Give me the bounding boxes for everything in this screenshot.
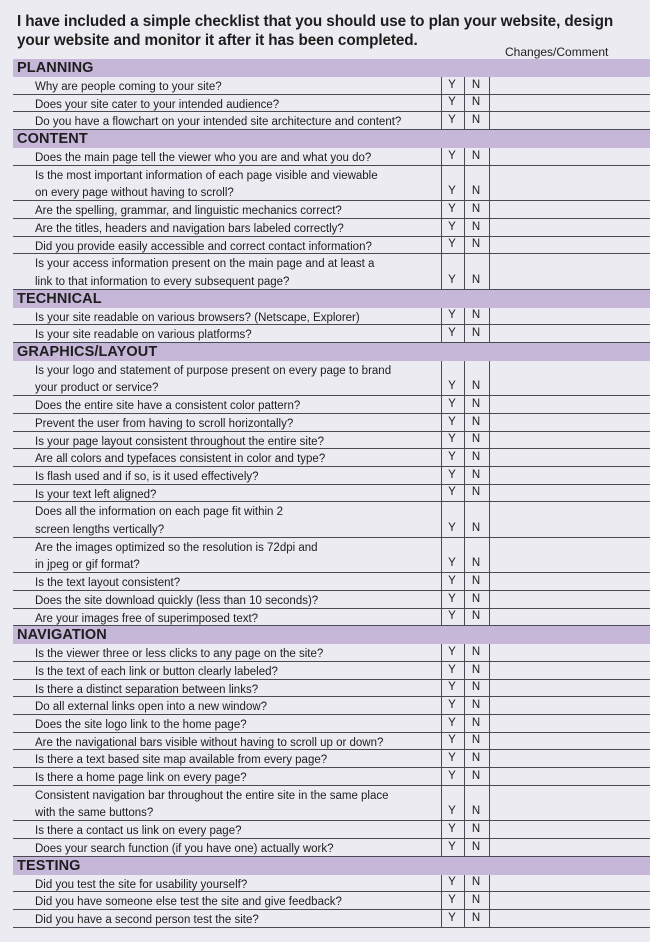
question-line: Does the main page tell the viewer who you are and what you do? <box>35 152 372 165</box>
question-line: Did you have a second person test the site? <box>35 913 259 926</box>
column-divider <box>489 573 490 590</box>
column-divider <box>489 750 490 767</box>
question-line: Prevent the user from having to scroll horizontally? <box>35 418 294 431</box>
question-line: link to that information to every subsequent page? <box>35 275 290 288</box>
yes-checkbox[interactable]: Y <box>448 663 456 676</box>
yes-checkbox[interactable]: Y <box>448 451 456 464</box>
no-checkbox[interactable]: N <box>471 699 481 712</box>
yes-checkbox[interactable]: Y <box>448 646 456 659</box>
checklist-row <box>13 697 650 715</box>
column-divider <box>489 591 490 608</box>
yes-checkbox[interactable]: Y <box>448 574 456 587</box>
yes-checkbox[interactable]: Y <box>448 876 456 889</box>
question-text <box>35 327 445 344</box>
column-divider <box>489 768 490 785</box>
yes-checkbox[interactable]: Y <box>448 238 456 251</box>
checklist-row <box>13 538 650 573</box>
question-line: Do all external links open into a new window? <box>35 701 268 714</box>
yes-checkbox[interactable]: Y <box>448 149 456 162</box>
question-text <box>35 841 445 858</box>
checklist-row <box>13 485 650 503</box>
yes-checkbox[interactable]: Y <box>448 185 456 198</box>
yes-checkbox[interactable]: Y <box>448 822 456 835</box>
no-checkbox[interactable]: N <box>471 610 481 623</box>
column-divider <box>489 609 490 626</box>
question-line: Do you have a flowchart on your intended site architecture and content? <box>35 116 402 129</box>
column-divider <box>489 697 490 714</box>
question-line: Does the site download quickly (less than 10 seconds)? <box>35 594 319 607</box>
checklist-row <box>13 662 650 680</box>
column-divider <box>489 254 490 288</box>
column-divider <box>489 237 490 254</box>
checklist-row <box>13 680 650 698</box>
checklist-row <box>13 361 650 396</box>
yes-checkbox[interactable]: Y <box>448 398 456 411</box>
column-divider <box>489 361 490 395</box>
question-line: Is your access information present on the main page and at least a <box>35 258 375 271</box>
column-divider <box>489 715 490 732</box>
yes-checkbox[interactable]: Y <box>448 78 456 91</box>
yes-checkbox[interactable]: Y <box>448 752 456 765</box>
no-checkbox[interactable]: N <box>471 574 481 587</box>
column-divider <box>489 680 490 697</box>
yes-checkbox[interactable]: Y <box>448 468 456 481</box>
column-divider <box>489 77 490 94</box>
column-divider <box>489 396 490 413</box>
question-line: Is the most important information of each page visible and viewable <box>35 169 378 182</box>
no-checkbox[interactable]: N <box>471 486 481 499</box>
yes-checkbox[interactable]: Y <box>448 734 456 747</box>
checklist-row <box>13 715 650 733</box>
no-checkbox[interactable]: N <box>471 273 481 286</box>
yes-checkbox[interactable]: Y <box>448 486 456 499</box>
yes-checkbox[interactable]: Y <box>448 114 456 127</box>
question-line: Are all colors and typefaces consistent in color and type? <box>35 453 326 466</box>
question-text <box>35 504 445 539</box>
question-text <box>35 114 445 131</box>
yes-checkbox[interactable]: Y <box>448 220 456 233</box>
column-divider <box>489 892 490 909</box>
question-line: Is your logo and statement of purpose present on every page to brand <box>35 364 392 377</box>
no-checkbox[interactable]: N <box>471 451 481 464</box>
question-line: Are the images optimized so the resolution is 72dpi and <box>35 541 318 554</box>
checklist-row <box>13 237 650 255</box>
column-divider <box>489 786 490 820</box>
no-checkbox[interactable]: N <box>471 238 481 251</box>
column-divider <box>489 821 490 838</box>
question-line: Did you provide easily accessible and correct contact information? <box>35 240 372 253</box>
column-divider <box>489 449 490 466</box>
checklist-table <box>13 59 650 928</box>
question-line: Is your text left aligned? <box>35 488 157 501</box>
checklist-row <box>13 786 650 821</box>
checklist-row <box>13 573 650 591</box>
question-line: Did you test the site for usability yourself? <box>35 878 248 891</box>
question-line: on every page without having to scroll? <box>35 187 234 200</box>
no-checkbox[interactable]: N <box>471 769 481 782</box>
checklist-row <box>13 821 650 839</box>
no-checkbox[interactable]: N <box>471 114 481 127</box>
checklist-row <box>13 875 650 893</box>
checklist-row <box>13 839 650 857</box>
checklist-row <box>13 414 650 432</box>
section-header-technical: TECHNICAL <box>13 290 650 308</box>
column-divider <box>489 166 490 200</box>
column-divider <box>489 148 490 165</box>
column-divider <box>489 839 490 856</box>
yes-checkbox[interactable]: Y <box>448 699 456 712</box>
no-checkbox[interactable]: N <box>471 840 481 853</box>
question-line: Consistent navigation bar throughout the entire site in the same place <box>35 789 389 802</box>
section-header-planning: PLANNING <box>13 59 650 77</box>
checklist-row <box>13 201 650 219</box>
column-divider <box>489 485 490 502</box>
section-header-testing: TESTING <box>13 857 650 875</box>
checklist-row <box>13 254 650 289</box>
no-checkbox[interactable]: N <box>471 185 481 198</box>
question-line: Does your search function (if you have one) actually work? <box>35 842 334 855</box>
checklist-row <box>13 750 650 768</box>
column-divider <box>489 308 490 325</box>
no-checkbox[interactable]: N <box>471 557 481 570</box>
yes-checkbox[interactable]: Y <box>448 769 456 782</box>
column-divider <box>489 325 490 342</box>
yes-checkbox[interactable]: Y <box>448 681 456 694</box>
checklist-row <box>13 591 650 609</box>
checklist-row <box>13 432 650 450</box>
column-divider <box>489 95 490 112</box>
question-line: Are the titles, headers and navigation bars labeled correctly? <box>35 222 344 235</box>
no-checkbox[interactable]: N <box>471 681 481 694</box>
column-divider <box>489 733 490 750</box>
comment-column-header: Changes/Comment <box>505 45 609 59</box>
column-divider <box>489 201 490 218</box>
checklist-row <box>13 502 650 537</box>
column-divider <box>489 538 490 572</box>
section-header-graphics-layout: GRAPHICS/LAYOUT <box>13 343 650 361</box>
checklist-row <box>13 308 650 326</box>
no-checkbox[interactable]: N <box>471 822 481 835</box>
section-header-navigation: NAVIGATION <box>13 626 650 644</box>
yes-checkbox[interactable]: Y <box>448 610 456 623</box>
question-line: with the same buttons? <box>35 807 154 820</box>
no-checkbox[interactable]: N <box>471 149 481 162</box>
yes-checkbox[interactable]: Y <box>448 521 456 534</box>
column-divider <box>489 875 490 892</box>
no-checkbox[interactable]: N <box>471 398 481 411</box>
question-text <box>35 611 445 628</box>
column-divider <box>489 432 490 449</box>
yes-checkbox[interactable]: Y <box>448 805 456 818</box>
question-line: Are the navigational bars visible without having to scroll up or down? <box>35 736 384 749</box>
question-line: Is your page layout consistent throughout the entire site? <box>35 435 324 448</box>
question-line: Is there a contact us link on every page? <box>35 825 242 838</box>
question-line: screen lengths vertically? <box>35 523 165 536</box>
column-divider <box>489 112 490 129</box>
question-line: Is there a distinct separation between links? <box>35 683 259 696</box>
checklist-row <box>13 892 650 910</box>
checklist-row <box>13 77 650 95</box>
question-line: Does the site logo link to the home page? <box>35 719 247 732</box>
question-line: Is there a home page link on every page? <box>35 772 247 785</box>
no-checkbox[interactable]: N <box>471 716 481 729</box>
checklist-row <box>13 449 650 467</box>
checklist-row <box>13 325 650 343</box>
checklist-row <box>13 219 650 237</box>
question-line: Does all the information on each page fit within 2 <box>35 506 284 519</box>
no-checkbox[interactable]: N <box>471 220 481 233</box>
question-line: Does your site cater to your intended audience? <box>35 98 280 111</box>
yes-checkbox[interactable]: Y <box>448 380 456 393</box>
question-text <box>35 788 445 823</box>
no-checkbox[interactable]: N <box>471 752 481 765</box>
yes-checkbox[interactable]: Y <box>448 911 456 924</box>
no-checkbox[interactable]: N <box>471 202 481 215</box>
no-checkbox[interactable]: N <box>471 893 481 906</box>
question-line: Is there a text based site map available from every page? <box>35 754 328 767</box>
question-text <box>35 540 445 575</box>
checklist-row <box>13 644 650 662</box>
no-checkbox[interactable]: N <box>471 876 481 889</box>
question-line: Are the spelling, grammar, and linguistic mechanics correct? <box>35 205 342 218</box>
checklist-row <box>13 148 650 166</box>
no-checkbox[interactable]: N <box>471 805 481 818</box>
question-line: Is flash used and if so, is it used effectively? <box>35 471 259 484</box>
yes-checkbox[interactable]: Y <box>448 326 456 339</box>
column-divider <box>489 662 490 679</box>
checklist-row <box>13 95 650 113</box>
checklist-row <box>13 733 650 751</box>
yes-checkbox[interactable]: Y <box>448 309 456 322</box>
no-checkbox[interactable]: N <box>471 911 481 924</box>
question-line: in jpeg or gif format? <box>35 559 140 572</box>
checklist-row <box>13 910 650 928</box>
yes-checkbox[interactable]: Y <box>448 840 456 853</box>
question-line: Does the entire site have a consistent color pattern? <box>35 400 301 413</box>
yes-checkbox[interactable]: Y <box>448 433 456 446</box>
yes-checkbox[interactable]: Y <box>448 716 456 729</box>
yes-checkbox[interactable]: Y <box>448 415 456 428</box>
no-checkbox[interactable]: N <box>471 592 481 605</box>
no-checkbox[interactable]: N <box>471 415 481 428</box>
yes-checkbox[interactable]: Y <box>448 557 456 570</box>
no-checkbox[interactable]: N <box>471 734 481 747</box>
no-checkbox[interactable]: N <box>471 663 481 676</box>
question-text <box>35 363 445 398</box>
checklist-row <box>13 396 650 414</box>
yes-checkbox[interactable]: Y <box>448 893 456 906</box>
column-divider <box>489 644 490 661</box>
question-line: Did you have someone else test the site and give feedback? <box>35 896 342 909</box>
column-divider <box>489 502 490 536</box>
question-line: Is the viewer three or less clicks to any page on the site? <box>35 648 324 661</box>
checklist-row <box>13 112 650 130</box>
no-checkbox[interactable]: N <box>471 96 481 109</box>
yes-checkbox[interactable]: Y <box>448 592 456 605</box>
question-text <box>35 256 445 291</box>
column-divider <box>489 219 490 236</box>
no-checkbox[interactable]: N <box>471 78 481 91</box>
column-divider <box>489 414 490 431</box>
no-checkbox[interactable]: N <box>471 309 481 322</box>
yes-checkbox[interactable]: Y <box>448 96 456 109</box>
yes-checkbox[interactable]: Y <box>448 202 456 215</box>
checklist-row <box>13 467 650 485</box>
no-checkbox[interactable]: N <box>471 380 481 393</box>
column-divider <box>489 467 490 484</box>
no-checkbox[interactable]: N <box>471 646 481 659</box>
question-line: Is your site readable on various platforms? <box>35 329 252 342</box>
question-line: Are your images free of superimposed text? <box>35 612 259 625</box>
no-checkbox[interactable]: N <box>471 468 481 481</box>
yes-checkbox[interactable]: Y <box>448 273 456 286</box>
no-checkbox[interactable]: N <box>471 326 481 339</box>
question-line: your product or service? <box>35 382 159 395</box>
section-header-content: CONTENT <box>13 130 650 148</box>
question-line: Is the text layout consistent? <box>35 577 181 590</box>
question-line: Why are people coming to your site? <box>35 81 222 93</box>
question-text <box>35 168 445 203</box>
column-divider <box>489 910 490 927</box>
no-checkbox[interactable]: N <box>471 521 481 534</box>
checklist-row <box>13 768 650 786</box>
intro-text: I have included a simple checklist that you should use to plan your website, design your website and monitor it after it has been completed. <box>17 13 614 49</box>
question-text <box>35 912 445 929</box>
question-line: Is the text of each link or button clearly labeled? <box>35 666 278 679</box>
checklist-row <box>13 166 650 201</box>
no-checkbox[interactable]: N <box>471 433 481 446</box>
checklist-row <box>13 609 650 627</box>
question-line: Is your site readable on various browsers? (Netscape, Explorer) <box>35 311 360 324</box>
